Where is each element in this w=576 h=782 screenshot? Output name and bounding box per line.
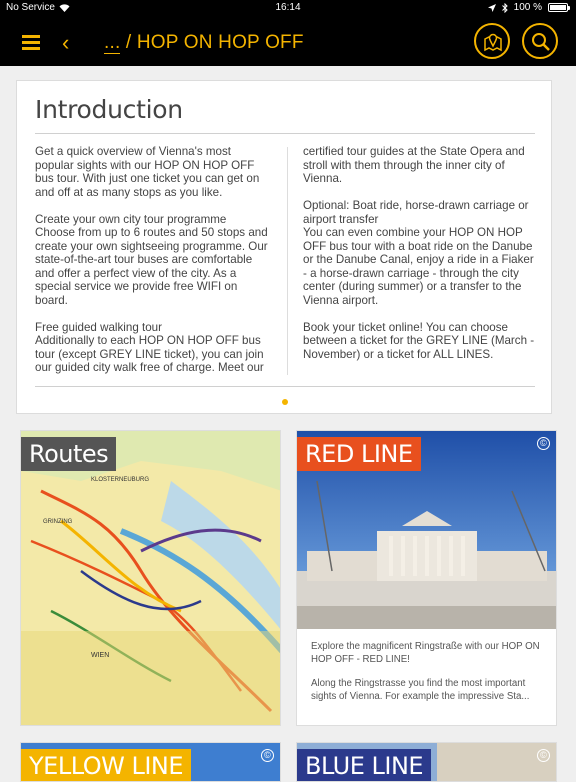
- copyright-icon: ©: [537, 437, 550, 450]
- red-line-label: RED LINE: [297, 437, 421, 471]
- intro-column-left: [35, 145, 269, 375]
- intro-bottom-rule: [35, 386, 535, 387]
- intro-title: Introduction: [35, 95, 183, 124]
- search-button[interactable]: [522, 23, 558, 59]
- introduction-panel: [16, 80, 552, 414]
- copyright-icon: ©: [537, 749, 550, 762]
- battery-percent: 100 %: [513, 2, 542, 13]
- breadcrumb-dots[interactable]: ...: [104, 32, 121, 53]
- back-button[interactable]: ‹: [62, 30, 70, 55]
- blue-line-card[interactable]: [296, 742, 557, 782]
- status-time: 16:14: [275, 2, 301, 13]
- search-icon: [531, 32, 551, 52]
- intro-paragraph: Optional: Boat ride, horse-drawn carriage or airport transfer You can even combine your HOP ON HOP OFF bus tour with a boat ride on the Danube or the Danube Canal, enjoy a ride in a Fiaker - a horse-drawn carriage - through the city center (during summer) or a transfer to the Vienna airport.: [303, 199, 534, 307]
- yellow-line-label: YELLOW LINE: [21, 749, 191, 782]
- carrier-text: No Service: [6, 2, 55, 13]
- red-line-desc-2: Along the Ringstrasse you find the most important sights of Vienna. For example the impressive Sta...: [311, 678, 530, 702]
- map-button[interactable]: [474, 23, 510, 59]
- routes-map-image: [21, 431, 281, 726]
- routes-card[interactable]: [20, 430, 281, 726]
- red-line-description: [311, 641, 545, 715]
- battery-icon: [548, 3, 568, 12]
- intro-column-right: [303, 145, 537, 375]
- nav-bar: [0, 16, 576, 66]
- yellow-line-card[interactable]: [20, 742, 281, 782]
- red-line-desc-1: Explore the magnificent Ringstraße with our HOP ON HOP OFF - RED LINE!: [311, 641, 540, 665]
- intro-top-rule: [35, 133, 535, 134]
- page-title: [104, 32, 304, 54]
- intro-paragraph: certified tour guides at the State Opera and stroll with them through the inner city of Vienna.: [303, 145, 525, 185]
- map-label: KLOSTERNEUBURG: [91, 477, 150, 483]
- page-indicator[interactable]: [282, 399, 288, 405]
- status-bar: [0, 0, 576, 16]
- menu-icon[interactable]: [22, 35, 40, 49]
- location-icon: [488, 4, 496, 12]
- bluetooth-icon: [502, 3, 508, 13]
- title-text: / HOP ON HOP OFF: [120, 32, 304, 53]
- map-label: WIEN: [91, 652, 110, 659]
- intro-paragraph: Free guided walking tour Additionally to each HOP ON HOP OFF bus tour (except GREY LINE ticket), you can join our guided city walk free of charge. Meet our: [35, 320, 264, 374]
- blue-line-label: BLUE LINE: [297, 749, 431, 782]
- column-divider: [287, 147, 288, 375]
- intro-paragraph: Create your own city tour programme Choose from up to 6 routes and 50 stops and create your own sightseeing programme. Our state-of-the-art tour buses are comfortable and offer a perfect view of the city. As a special service we provide free WIFI on board.: [35, 212, 268, 307]
- routes-card-label: Routes: [21, 437, 116, 471]
- intro-paragraph: Book your ticket online! You can choose between a ticket for the GREY LINE (March - November) or a ticket for ALL LINES.: [303, 320, 535, 361]
- copyright-icon: ©: [261, 749, 274, 762]
- map-pin-icon: [483, 32, 503, 52]
- intro-paragraph: Get a quick overview of Vienna's most popular sights with our HOP ON HOP OFF bus tour. With just one ticket you can get on and off at as many stops as you like.: [35, 145, 260, 199]
- red-line-card[interactable]: [296, 430, 557, 726]
- map-label: GRINZING: [43, 519, 73, 525]
